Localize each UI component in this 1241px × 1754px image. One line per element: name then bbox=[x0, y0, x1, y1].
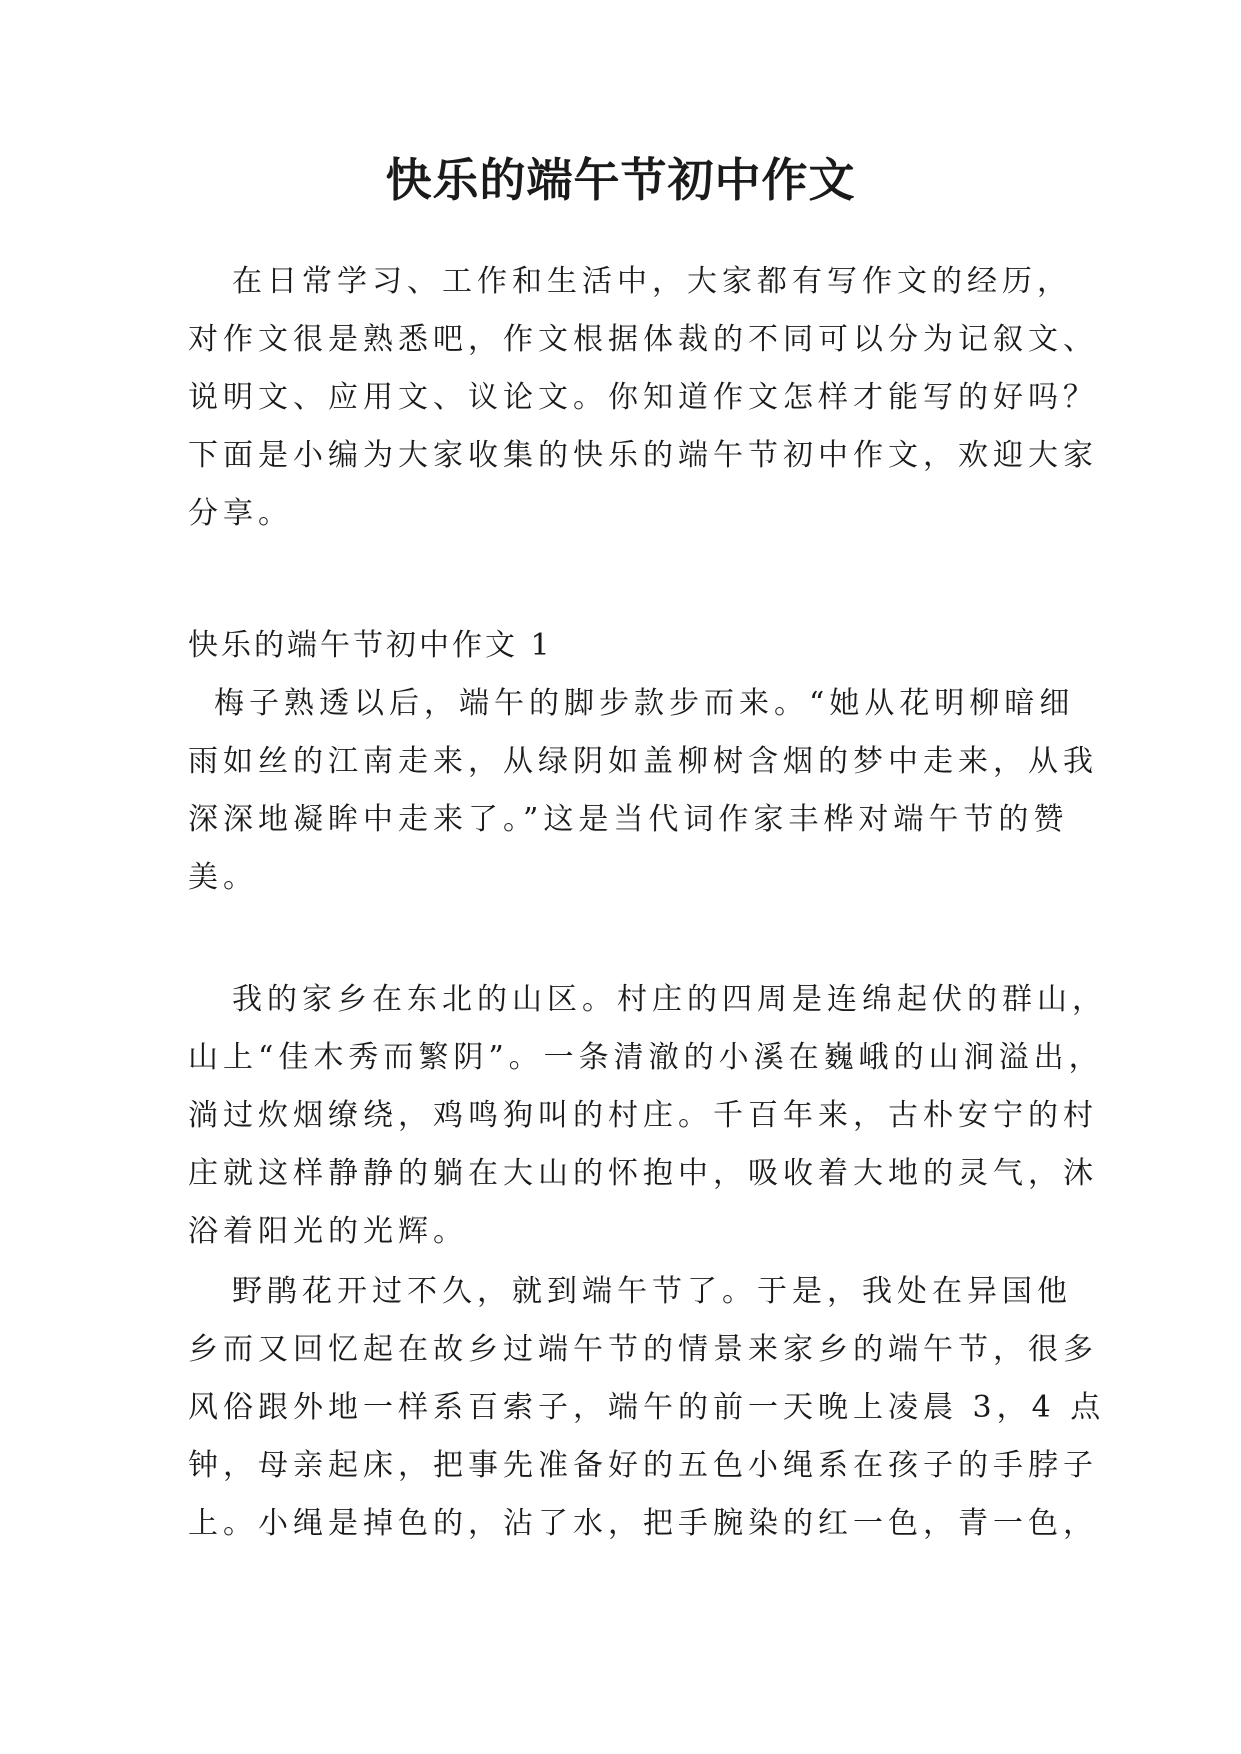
intro-line-2: 对作文很是熟悉吧，作文根据体裁的不同可以分为记叙文、 bbox=[188, 322, 1098, 357]
para2-line-1: 我的家乡在东北的山区。村庄的四周是连绵起伏的群山， bbox=[232, 982, 1107, 1017]
para1-line-4: 美。 bbox=[188, 860, 258, 895]
para3-line-4: 钟，母亲起床，把事先准备好的五色小绳系在孩子的手脖子 bbox=[188, 1448, 1098, 1483]
para1-line-3: 深深地凝眸中走来了。”这是当代词作家丰桦对端午节的赞 bbox=[188, 802, 1069, 837]
para3-line-2: 乡而又回忆起在故乡过端午节的情景来家乡的端午节，很多 bbox=[188, 1332, 1098, 1367]
intro-line-4: 下面是小编为大家收集的快乐的端午节初中作文，欢迎大家 bbox=[188, 438, 1098, 473]
intro-line-1: 在日常学习、工作和生活中，大家都有写作文的经历， bbox=[232, 264, 1072, 299]
para2-line-3: 淌过炊烟缭绕，鸡鸣狗叫的村庄。千百年来，古朴安宁的村 bbox=[188, 1098, 1098, 1133]
para3-line-5: 上。小绳是掉色的，沾了水，把手腕染的红一色，青一色， bbox=[188, 1506, 1098, 1541]
intro-line-5: 分享。 bbox=[188, 496, 293, 531]
para1-line-1: 梅子熟透以后，端午的脚步款步而来。“她从花明柳暗细 bbox=[214, 686, 1075, 721]
section-heading: 快乐的端午节初中作文 1 bbox=[188, 628, 553, 663]
para1-line-2: 雨如丝的江南走来，从绿阴如盖柳树含烟的梦中走来，从我 bbox=[188, 744, 1098, 779]
document-title: 快乐的端午节初中作文 bbox=[385, 153, 856, 207]
para2-line-4: 庄就这样静静的躺在大山的怀抱中，吸收着大地的灵气，沐 bbox=[188, 1156, 1098, 1191]
para2-line-5: 浴着阳光的光辉。 bbox=[188, 1214, 468, 1249]
para2-line-2: 山上“佳木秀而繁阴”。一条清澈的小溪在巍峨的山涧溢出， bbox=[188, 1040, 1104, 1075]
para3-line-1: 野鹃花开过不久，就到端午节了。于是，我处在异国他 bbox=[232, 1274, 1072, 1309]
para3-line-3: 风俗跟外地一样系百索子，端午的前一天晚上凌晨 3，4 点 bbox=[188, 1390, 1106, 1425]
intro-line-3: 说明文、应用文、议论文。你知道作文怎样才能写的好吗？ bbox=[188, 380, 1098, 415]
